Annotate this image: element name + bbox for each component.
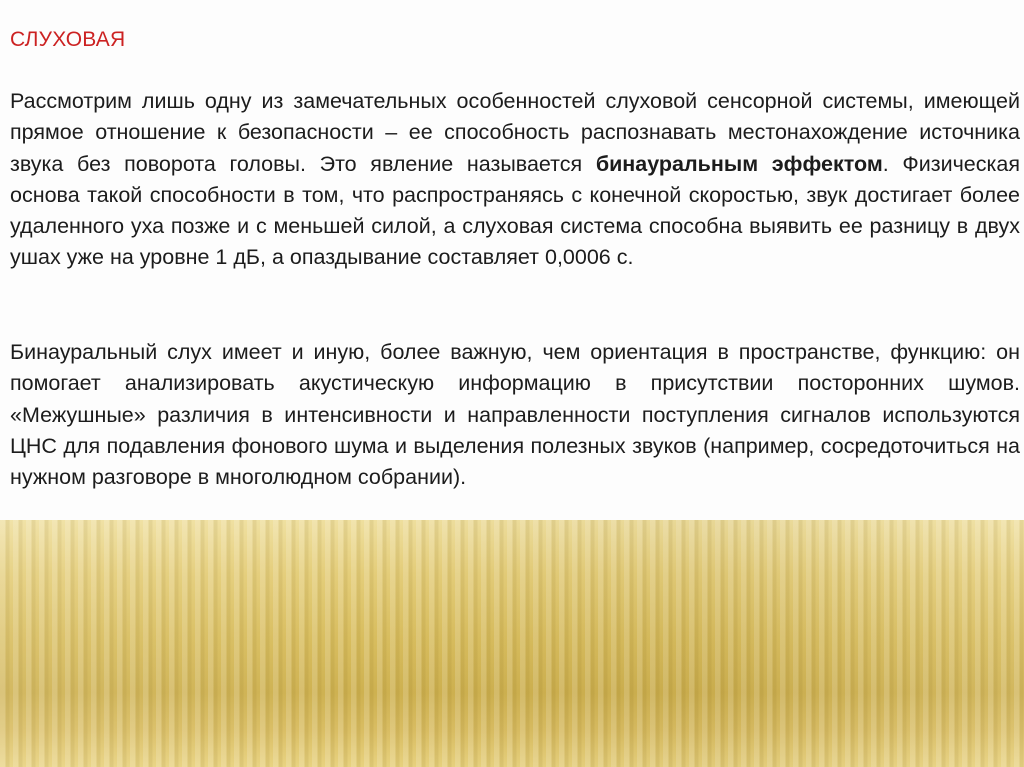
paragraph-1-text-end: . Физическая основа такой способности в том, что распространяясь с конечной скоростью, звук достигает более удаленного уха позже и с меньшей силой, а слуховая система способна выявить ее разницу в двух ушах уже на уровне 1 дБ, а опаздывание составляет 0,0006 с. (10, 151, 1020, 270)
slide-title: СЛУХОВАЯ (10, 28, 126, 51)
paragraph-1-emphasis: бинауральным эффектом (595, 151, 883, 176)
paragraph-binaural-effect (10, 86, 1020, 274)
decorative-stripe-shading (0, 520, 1024, 767)
paragraph-1-text-start: Рассмотрим лишь одну из замечательных особенностей слуховой сенсорной системы, имеющей прямое отношение к безопасности – ее способность распознавать местонахождение источника звука без поворота головы. Это явление называется (10, 89, 1020, 176)
paragraph-binaural-hearing: Бинауральный слух имеет и иную, более важную, чем ориентация в пространстве, функцию: он помогает анализировать акустическую информацию в присутствии посторонних шумов. «Межушные» различия в интенсивности и направленности поступления сигналов используются ЦНС для подавления фонового шума и выделения полезных звуков (например, сосредоточиться на нужном разговоре в многолюдном собрании). (10, 340, 1020, 490)
